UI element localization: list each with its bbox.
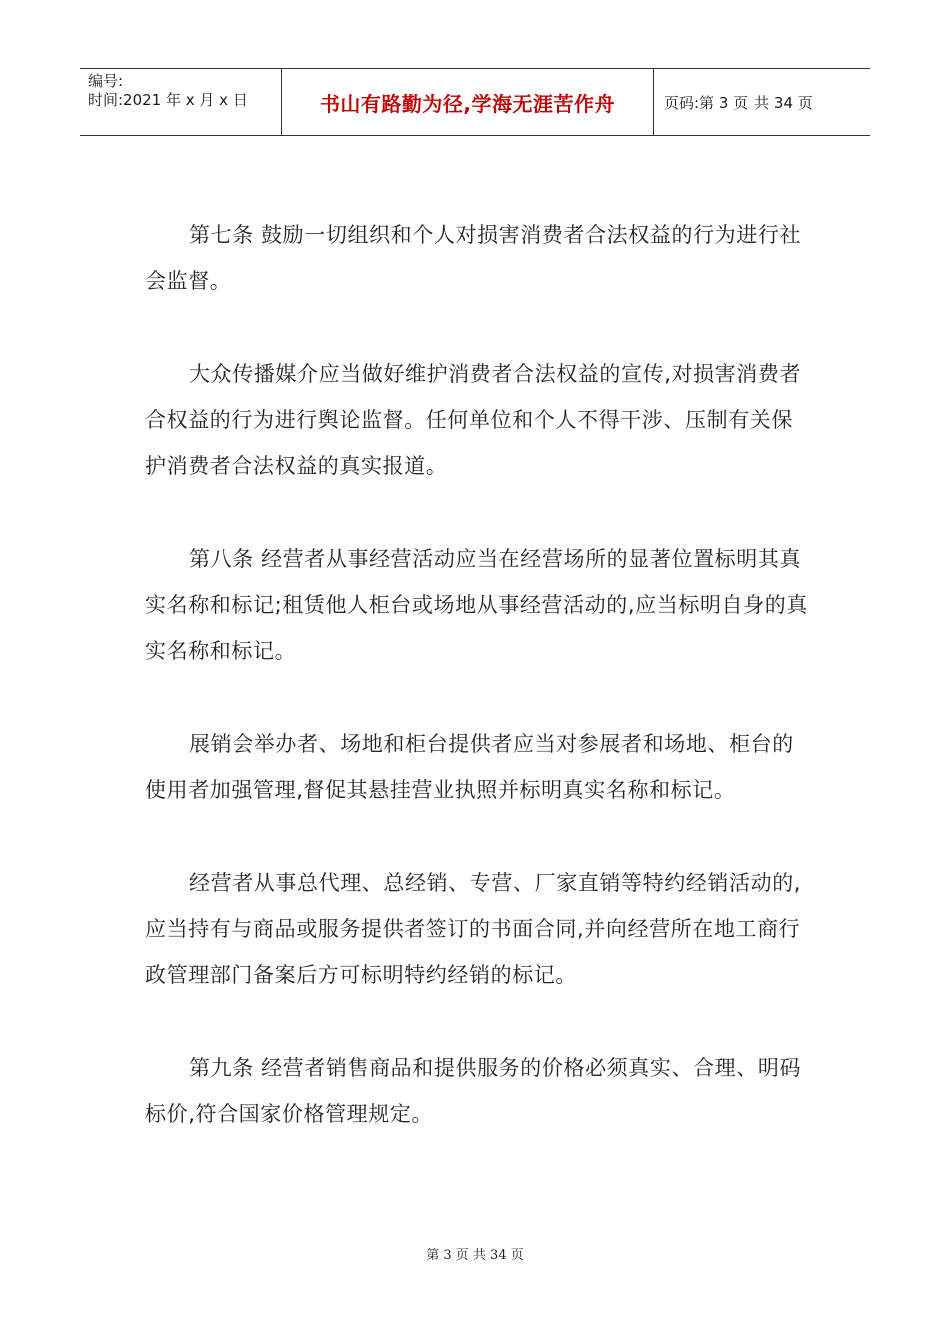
page-footer: 第 3 页 共 34 页	[426, 1248, 524, 1263]
paragraph-article-7: 第七条 鼓励一切组织和个人对损害消费者合法权益的行为进行社会监督。	[145, 223, 802, 293]
header-page-total: 共 34 页	[754, 93, 813, 112]
paragraph-article-9: 第九条 经营者销售商品和提供服务的价格必须真实、合理、明码标价,符合国家价格管理规定。	[145, 1056, 802, 1126]
paragraph-media-supervision: 大众传播媒介应当做好维护消费者合法权益的宣传,对损害消费者合权益的行为进行舆论监督。任何单位和个人不得干涉、压制有关保护消费者合法权益的真实报道。	[145, 362, 802, 478]
header-page-info	[654, 69, 870, 135]
paragraph-special-distribution: 经营者从事总代理、总经销、专营、厂家直销等特约经销活动的,应当持有与商品或服务提供者签订的书面合同,并向经营所在地工商行政管理部门备案后方可标明特约经销的标记。	[145, 871, 802, 987]
paragraph-exhibition: 展销会举办者、场地和柜台提供者应当对参展者和场地、柜台的使用者加强管理,督促其悬挂营业执照并标明真实名称和标记。	[145, 732, 794, 802]
page-header	[80, 68, 870, 136]
document-time-label: 时间:2021 年 x 月 x 日	[88, 91, 248, 109]
document-number-label: 编号:	[88, 72, 124, 90]
paragraph-article-8: 第八条 经营者从事经营活动应当在经营场所的显著位置标明其真实名称和标记;租赁他人柜台或场地从事经营活动的,应当标明自身的真实名称和标记。	[145, 547, 808, 663]
document-body	[145, 212, 810, 1184]
header-meta	[80, 69, 282, 135]
header-motto: 书山有路勤为径,学海无涯苦作舟	[282, 69, 654, 135]
header-page-number: 页码:第 3 页	[664, 93, 749, 112]
